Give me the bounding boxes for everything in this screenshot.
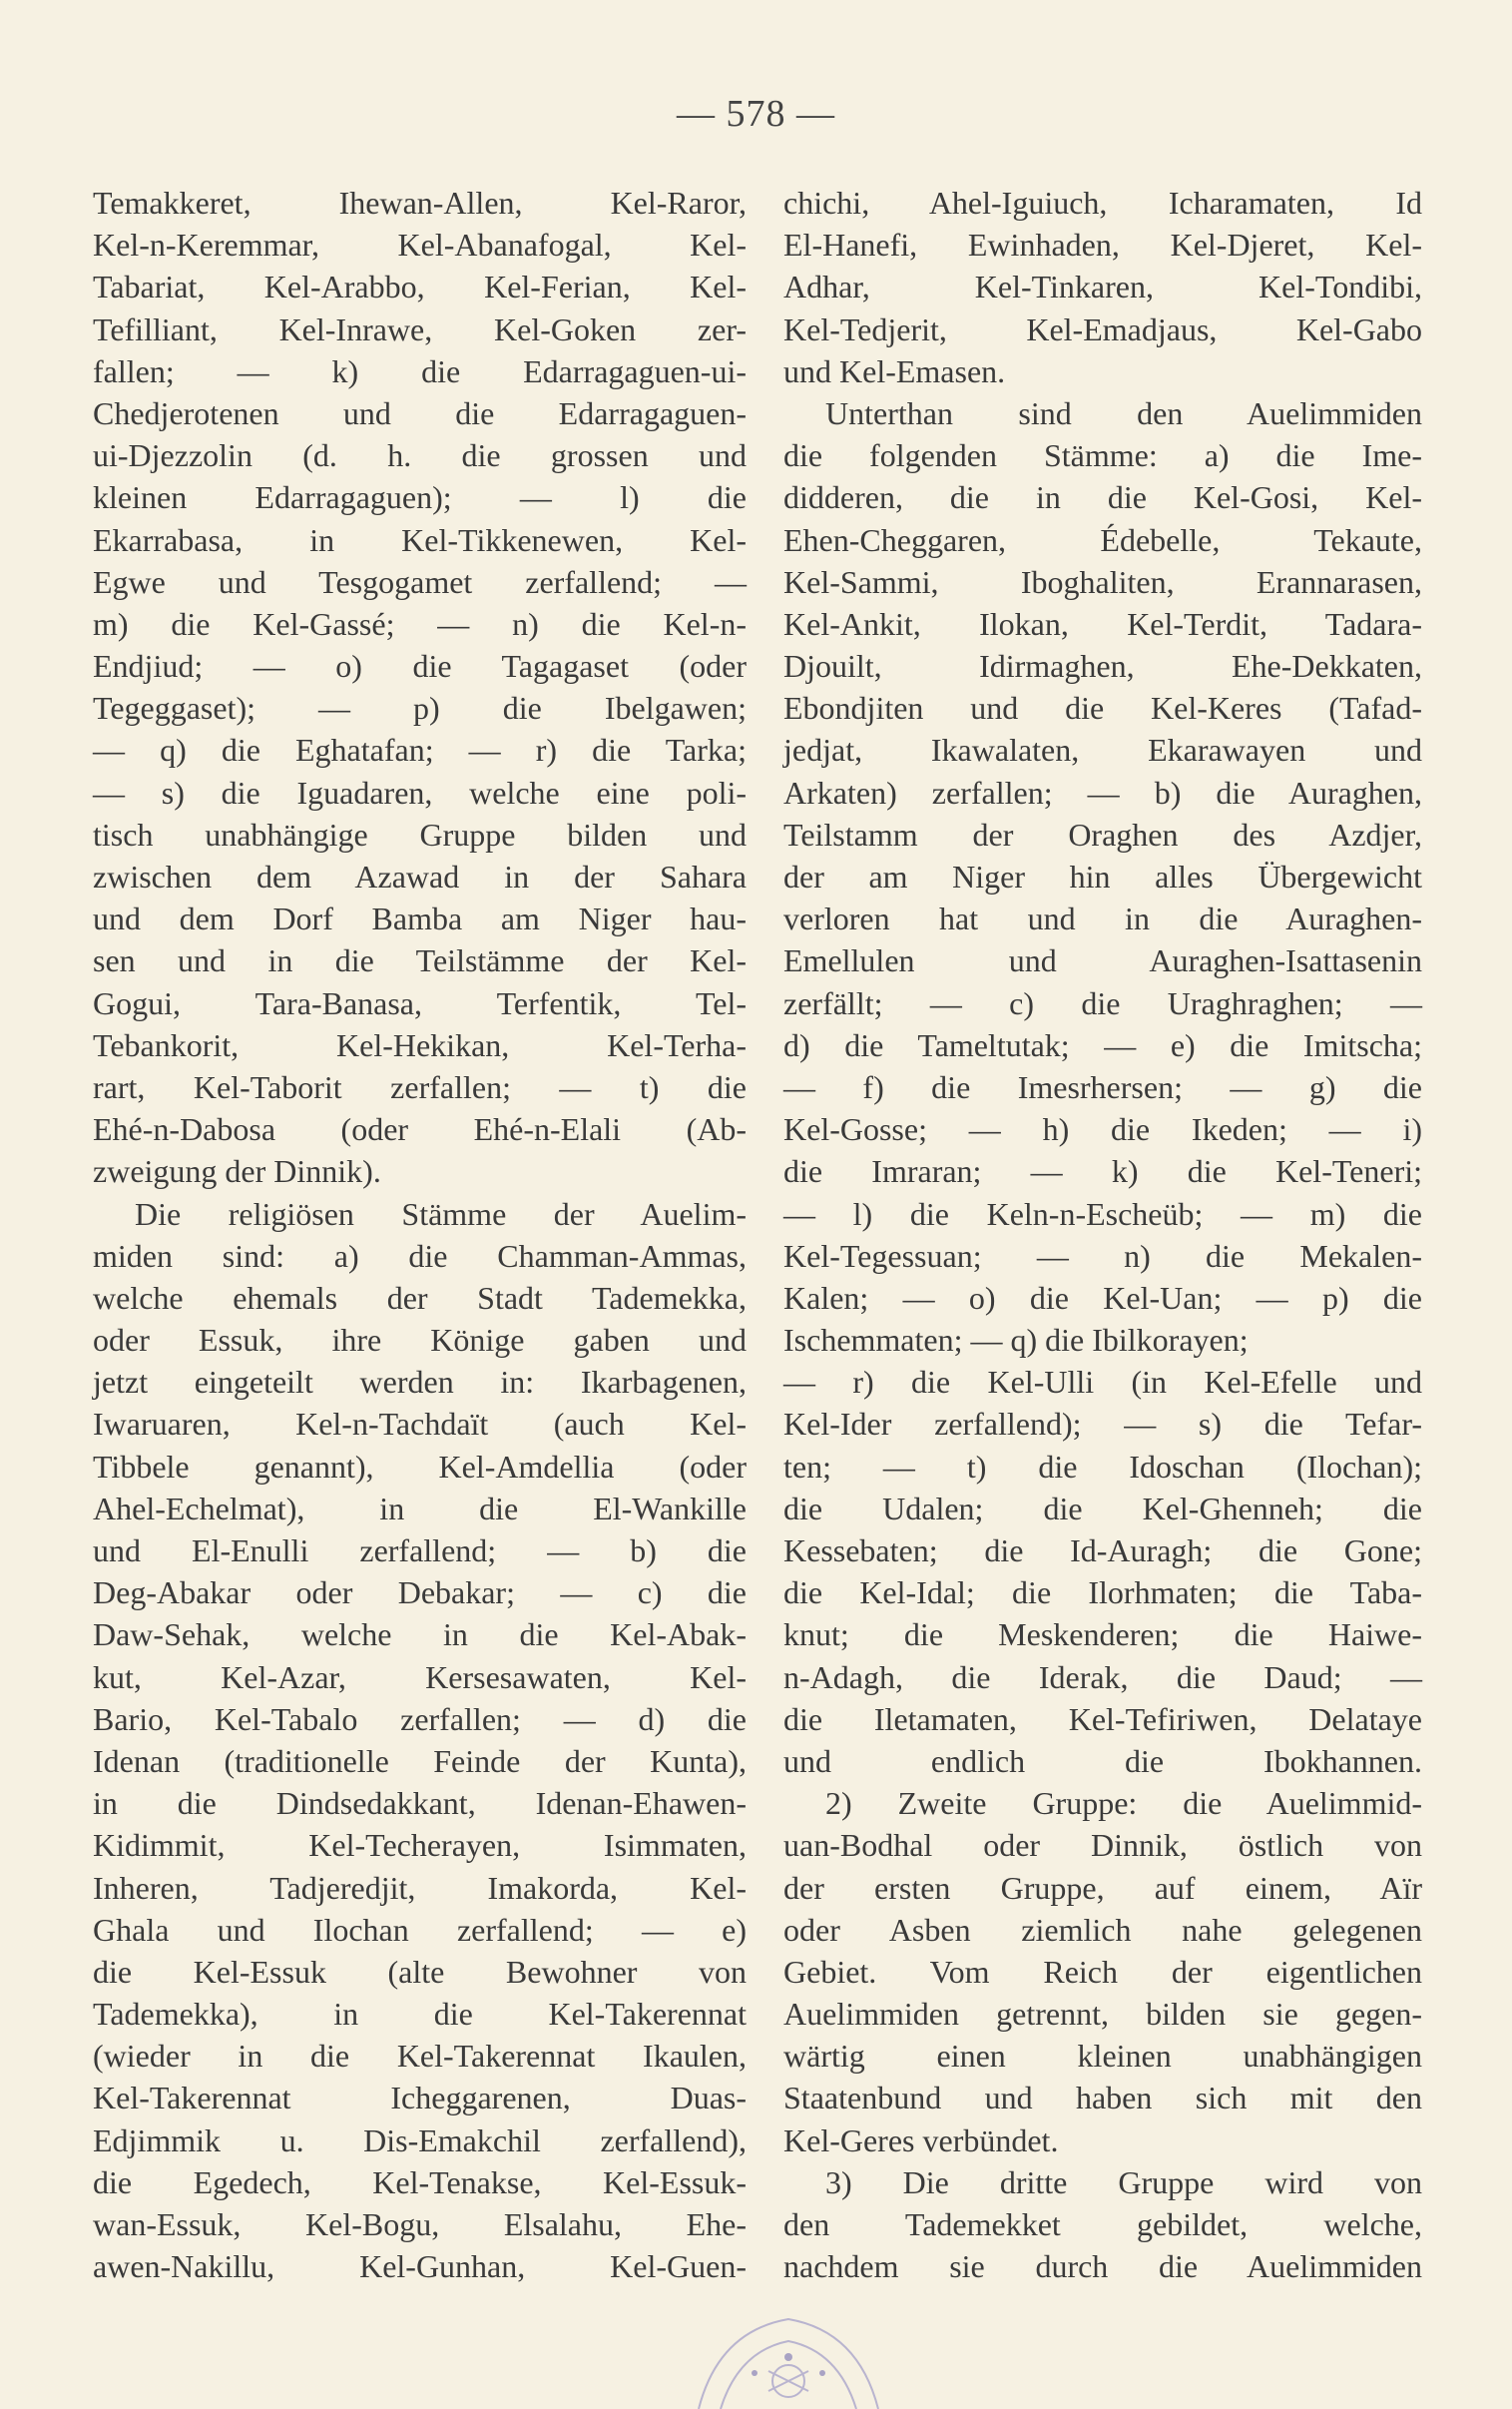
text-line: El-Hanefi, Ewinhaden, Kel-Djeret, Kel- [783,227,1422,264]
text-line: Daw-Sehak, welche in die Kel-Abak- [93,1616,747,1653]
text-line: — r) die Kel-Ulli (in Kel-Efelle und [783,1364,1422,1401]
text-line: — f) die Imesrhersen; — g) die [783,1068,1422,1105]
text-line: Edjimmik u. Dis-Emakchil zerfallend), [93,2121,747,2158]
text-line: Ekarrabasa, in Kel-Tikkenewen, Kel- [93,521,747,558]
text-line: nachdem sie durch die Auelimmiden [783,2248,1422,2285]
text-line: rart, Kel-Taborit zerfallen; — t) die [93,1068,747,1105]
text-line: Tibbele genannt), Kel-Amdellia (oder [93,1448,747,1485]
text-line: Chedjerotenen und die Edarragaguen- [93,394,747,431]
text-line: didderen, die in die Kel-Gosi, Kel- [783,479,1422,516]
text-line: wan-Essuk, Kel-Bogu, Elsalahu, Ehe- [93,2206,747,2242]
text-line: Emellulen und Auraghen-Isattasenin [783,942,1422,979]
text-line: Ghala und Ilochan zerfallend; — e) [93,1911,747,1948]
text-line: Kel-Tedjerit, Kel-Emadjaus, Kel-Gabo [783,310,1422,347]
text-line: m) die Kel-Gassé; — n) die Kel-n- [93,605,747,642]
text-line: kut, Kel-Azar, Kersesawaten, Kel- [93,1658,747,1695]
text-line: Kel-Ankit, Ilokan, Kel-Terdit, Tadara- [783,605,1422,642]
text-line: Ehen-Cheggaren, Édebelle, Tekaute, [783,521,1422,558]
text-line: d) die Tameltutak; — e) die Imitscha; [783,1026,1422,1063]
text-line: die Kel-Idal; die Ilorhmaten; die Taba- [783,1574,1422,1611]
text-line: Kel-n-Keremmar, Kel-Abanafogal, Kel- [93,227,747,264]
text-line: die Iletamaten, Kel-Tefiriwen, Delataye [783,1700,1422,1737]
text-line: Arkaten) zerfallen; — b) die Auraghen, [783,774,1422,811]
text-line: Kel-Sammi, Iboghaliten, Erannarasen, [783,563,1422,600]
text-line: miden sind: a) die Chamman-Ammas, [93,1237,747,1274]
text-line: Tefilliant, Kel-Inrawe, Kel-Goken zer- [93,310,747,347]
text-line: fallen; — k) die Edarragaguen-ui- [93,352,747,389]
text-line: Egwe und Tesgogamet zerfallend; — [93,563,747,600]
text-line: Teilstamm der Oraghen des Azdjer, [783,816,1422,853]
text-line: Kel-Tegessuan; — n) die Mekalen- [783,1237,1422,1274]
text-line: Iwaruaren, Kel-n-Tachdaït (auch Kel- [93,1406,747,1443]
text-line: — l) die Keln-n-Escheüb; — m) die [783,1195,1422,1232]
text-line: Tabariat, Kel-Arabbo, Kel-Ferian, Kel- [93,269,747,305]
text-line: die Imraran; — k) die Kel-Teneri; [783,1153,1422,1190]
text-line: Ebondjiten und die Kel-Keres (Tafad- [783,690,1422,727]
text-line: die folgenden Stämme: a) die Ime- [783,437,1422,474]
text-line: Unterthan sind den Auelimmiden [825,394,1422,431]
text-line: Staatenbund und haben sich mit den [783,2080,1422,2116]
text-line: die Udalen; die Kel-Ghenneh; die [783,1490,1422,1526]
text-line: verloren hat und in die Auraghen- [783,901,1422,937]
text-line: sen und in die Teilstämme der Kel- [93,942,747,979]
page-number: — 578 — [677,93,835,135]
text-line: (wieder in die Kel-Takerennat Ikaulen, [93,2038,747,2075]
text-line: knut; die Meskenderen; die Haiwe- [783,1616,1422,1653]
text-line: Inheren, Tadjeredjit, Imakorda, Kel- [93,1869,747,1906]
text-line: chichi, Ahel-Iguiuch, Icharamaten, Id [783,185,1422,221]
text-line: jedjat, Ikawalaten, Ekarawayen und [783,732,1422,769]
text-line: Kidimmit, Kel-Techerayen, Isimmaten, [93,1827,747,1864]
text-line: Ahel-Echelmat), in die El-Wankille [93,1490,747,1526]
text-line: Gebiet. Vom Reich der eigentlichen [783,1953,1422,1990]
text-line: — s) die Iguadaren, welche eine poli- [93,774,747,811]
text-line: Deg-Abakar oder Debakar; — c) die [93,1574,747,1611]
text-line: Ehé-n-Dabosa (oder Ehé-n-Elali (Ab- [93,1111,747,1148]
text-line: und Kel-Emasen. [783,352,1006,389]
text-line: Die religiösen Stämme der Auelim- [135,1195,747,1232]
text-line: oder Asben ziemlich nahe gelegenen [783,1911,1422,1948]
text-line: Tebankorit, Kel-Hekikan, Kel-Terha- [93,1026,747,1063]
text-line: in die Dindsedakkant, Idenan-Ehawen- [93,1785,747,1822]
text-line: ui-Djezzolin (d. h. die grossen und [93,437,747,474]
text-line: Kessebaten; die Id-Auragh; die Gone; [783,1532,1422,1568]
text-line: Kalen; — o) die Kel-Uan; — p) die [783,1279,1422,1316]
text-line: der am Niger hin alles Übergewicht [783,859,1422,895]
text-line: n-Adagh, die Iderak, die Daud; — [783,1658,1422,1695]
text-line: Gogui, Tara-Banasa, Terfentik, Tel- [93,984,747,1021]
text-line: Temakkeret, Ihewan-Allen, Kel-Raror, [93,185,747,221]
text-line: oder Essuk, ihre Könige gaben und [93,1322,747,1359]
text-line: Auelimmiden getrennt, bilden sie gegen- [783,1996,1422,2033]
text-line: 2) Zweite Gruppe: die Auelimmid- [825,1785,1422,1822]
text-line: 3) Die dritte Gruppe wird von [825,2163,1422,2200]
text-line: kleinen Edarragaguen); — l) die [93,479,747,516]
text-line: wärtig einen kleinen unabhängigen [783,2038,1422,2075]
text-line: den Tademekket gebildet, welche, [783,2206,1422,2242]
text-line: Kel-Ider zerfallend); — s) die Tefar- [783,1406,1422,1443]
text-line: Idenan (traditionelle Feinde der Kunta), [93,1742,747,1779]
text-line: und dem Dorf Bamba am Niger hau- [93,901,747,937]
text-line: zwischen dem Azawad in der Sahara [93,859,747,895]
text-line: und endlich die Ibokhannen. [783,1742,1422,1779]
text-line: der ersten Gruppe, auf einem, Aïr [783,1869,1422,1906]
text-line: die Egedech, Kel-Tenakse, Kel-Essuk- [93,2163,747,2200]
text-line: uan-Bodhal oder Dinnik, östlich von [783,1827,1422,1864]
left-column [93,182,747,2287]
text-line: — q) die Eghatafan; — r) die Tarka; [93,732,747,769]
right-column [783,182,1422,2287]
text-line: Tegeggaset); — p) die Ibelgawen; [93,690,747,727]
text-line: Kel-Gosse; — h) die Ikeden; — i) [783,1111,1422,1148]
text-line: Kel-Geres verbündet. [783,2121,1059,2158]
text-line: die Kel-Essuk (alte Bewohner von [93,1953,747,1990]
text-line: zerfällt; — c) die Uraghraghen; — [783,984,1422,1021]
text-line: Ischemmaten; — q) die Ibilkorayen; [783,1322,1249,1359]
library-stamp [659,2301,918,2409]
text-line: Adhar, Kel-Tinkaren, Kel-Tondibi, [783,269,1422,305]
text-line: tisch unabhängige Gruppe bilden und [93,816,747,853]
text-line: Tademekka), in die Kel-Takerennat [93,1996,747,2033]
text-line: ten; — t) die Idoschan (Ilochan); [783,1448,1422,1485]
text-line: jetzt eingeteilt werden in: Ikarbagenen, [93,1364,747,1401]
text-line: und El-Enulli zerfallend; — b) die [93,1532,747,1568]
text-line: zweigung der Dinnik). [93,1153,381,1190]
text-line: welche ehemals der Stadt Tademekka, [93,1279,747,1316]
text-line: Djouilt, Idirmaghen, Ehe-Dekkaten, [783,648,1422,685]
text-line: awen-Nakillu, Kel-Gunhan, Kel-Guen- [93,2248,747,2285]
text-line: Bario, Kel-Tabalo zerfallen; — d) die [93,1700,747,1737]
text-line: Endjiud; — o) die Tagagaset (oder [93,648,747,685]
text-line: Kel-Takerennat Icheggarenen, Duas- [93,2080,747,2116]
